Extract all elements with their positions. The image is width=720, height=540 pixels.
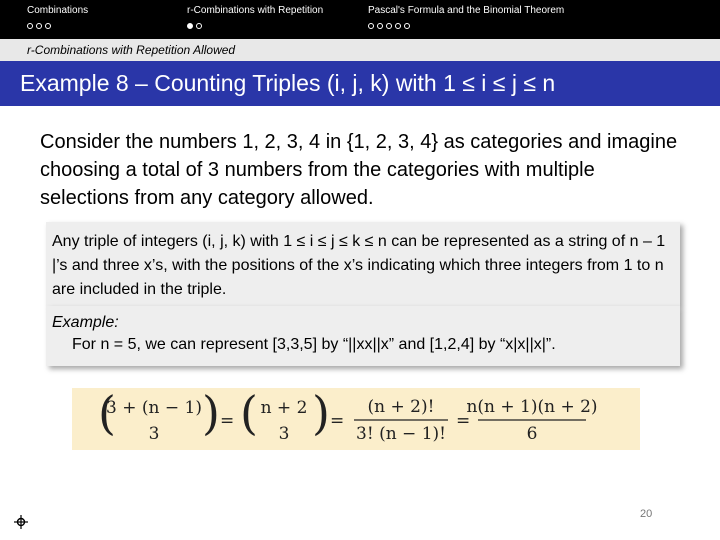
subsection-title: r-Combinations with Repetition Allowed [27,43,236,57]
nav-dot[interactable] [196,23,202,29]
binom1-top: 3 + (n − 1) [106,398,202,418]
nav-dot[interactable] [377,23,383,29]
nav-section-label[interactable]: Combinations [27,5,89,16]
nav-section-pascal[interactable] [368,5,564,29]
formula-graphic [72,388,640,450]
example-box [46,306,680,366]
nav-section-r-combinations[interactable] [187,5,323,29]
nav-section-label[interactable]: r-Combinations with Repetition [187,5,324,16]
nav-dot[interactable] [27,23,33,29]
theorem-text: Any triple of integers (i, j, k) with 1 ≤ i ≤ j ≤ k ≤ n can be represented as a string of n – 1 |’s and three x’s, with the positions of the x’s indicating which three integers from 1 to n are included in the triple. [52,233,666,298]
fraction1-numerator: (n + 2)! [367,397,435,417]
nav-dot[interactable] [404,23,410,29]
binom-paren-left: ( [240,388,258,440]
example-label: Example: [52,314,119,331]
crosshair-icon[interactable] [14,515,28,534]
binom-paren-right: ) [312,388,330,440]
nav-dot-current[interactable] [187,23,193,29]
binom-paren-right: ) [202,388,220,440]
navigation-bar [0,0,720,39]
formula-box [72,388,640,450]
fraction1-denominator: 3! (n − 1)! [356,424,446,444]
nav-dots [27,23,88,29]
nav-dots [368,23,564,29]
fraction2-numerator: n(n + 1)(n + 2) [466,397,598,417]
equals-sign: = [456,411,471,431]
binom1-bottom: 3 [148,424,160,444]
equals-sign: = [220,411,235,431]
nav-section-label[interactable]: Pascal's Formula and the Binomial Theorem [368,5,565,16]
fraction2-denominator: 6 [526,424,538,444]
title-bar [0,61,720,106]
example-text: For n = 5, we can represent [3,3,5] by “||xx||x” and [1,2,4] by “x|x||x|”. [72,336,556,353]
nav-dot[interactable] [45,23,51,29]
binom-paren-left: ( [98,388,116,440]
nav-dot[interactable] [395,23,401,29]
subsection-bar [0,39,720,61]
page-title: Example 8 – Counting Triples (i, j, k) with 1 ≤ i ≤ j ≤ n [20,70,556,96]
binom2-top: n + 2 [260,398,308,418]
nav-dot[interactable] [368,23,374,29]
nav-dot[interactable] [386,23,392,29]
intro-text: Consider the numbers 1, 2, 3, 4 in {1, 2, 3, 4} as categories and imagine choosing a total of 3 numbers from the categories with multiple selections from any category allowed. [40,131,678,209]
nav-dots [187,23,323,29]
equals-sign: = [330,411,345,431]
page-number: 20 [640,508,653,520]
theorem-box [46,222,680,306]
nav-dot[interactable] [36,23,42,29]
nav-section-combinations[interactable] [27,5,88,29]
binom2-bottom: 3 [278,424,290,444]
